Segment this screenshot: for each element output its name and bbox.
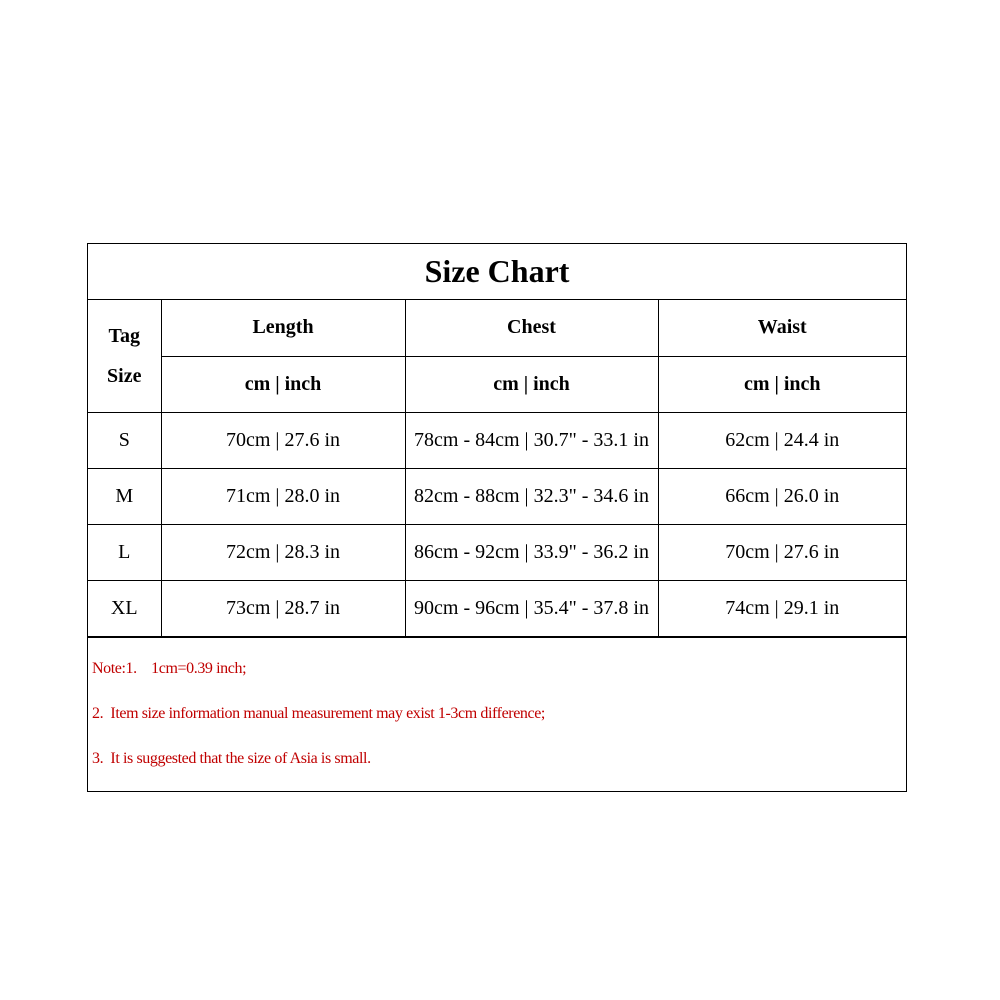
note-line: Note:1. 1cm=0.39 inch; [92,659,247,677]
table-row [88,524,906,580]
note-line: 3. It is suggested that the size of Asia is small. [92,749,371,767]
waist-unit: cm | inch [658,356,906,412]
table-row [88,412,906,468]
table-row [88,468,906,524]
waist-cell: 62cm | 24.4 in [658,412,906,468]
chest-cell: 86cm - 92cm | 33.9" - 36.2 in [405,524,658,580]
length-cell: 73cm | 28.7 in [161,580,405,636]
size-cell: S [88,412,161,468]
table-row [88,580,906,636]
length-cell: 72cm | 28.3 in [161,524,405,580]
waist-cell: 66cm | 26.0 in [658,468,906,524]
size-table [88,300,906,637]
length-cell: 71cm | 28.0 in [161,468,405,524]
chest-header: Chest [405,300,658,356]
chest-cell: 78cm - 84cm | 30.7" - 33.1 in [405,412,658,468]
waist-cell: 74cm | 29.1 in [658,580,906,636]
header-row [88,300,906,356]
unit-row [88,356,906,412]
size-cell: XL [88,580,161,636]
size-header-label: Size [107,364,142,387]
waist-cell: 70cm | 27.6 in [658,524,906,580]
note-line: 2. Item size information manual measurement may exist 1-3cm difference; [92,704,545,722]
waist-header: Waist [658,300,906,356]
chart-title: Size Chart [88,244,906,300]
tag-size-header [88,300,161,412]
length-header: Length [161,300,405,356]
tag-header-label: Tag [108,324,140,347]
chest-cell: 82cm - 88cm | 32.3" - 34.6 in [405,468,658,524]
size-chart [87,243,907,792]
chest-cell: 90cm - 96cm | 35.4" - 37.8 in [405,580,658,636]
size-cell: L [88,524,161,580]
length-unit: cm | inch [161,356,405,412]
chest-unit: cm | inch [405,356,658,412]
length-cell: 70cm | 27.6 in [161,412,405,468]
notes-section [88,637,906,791]
size-cell: M [88,468,161,524]
